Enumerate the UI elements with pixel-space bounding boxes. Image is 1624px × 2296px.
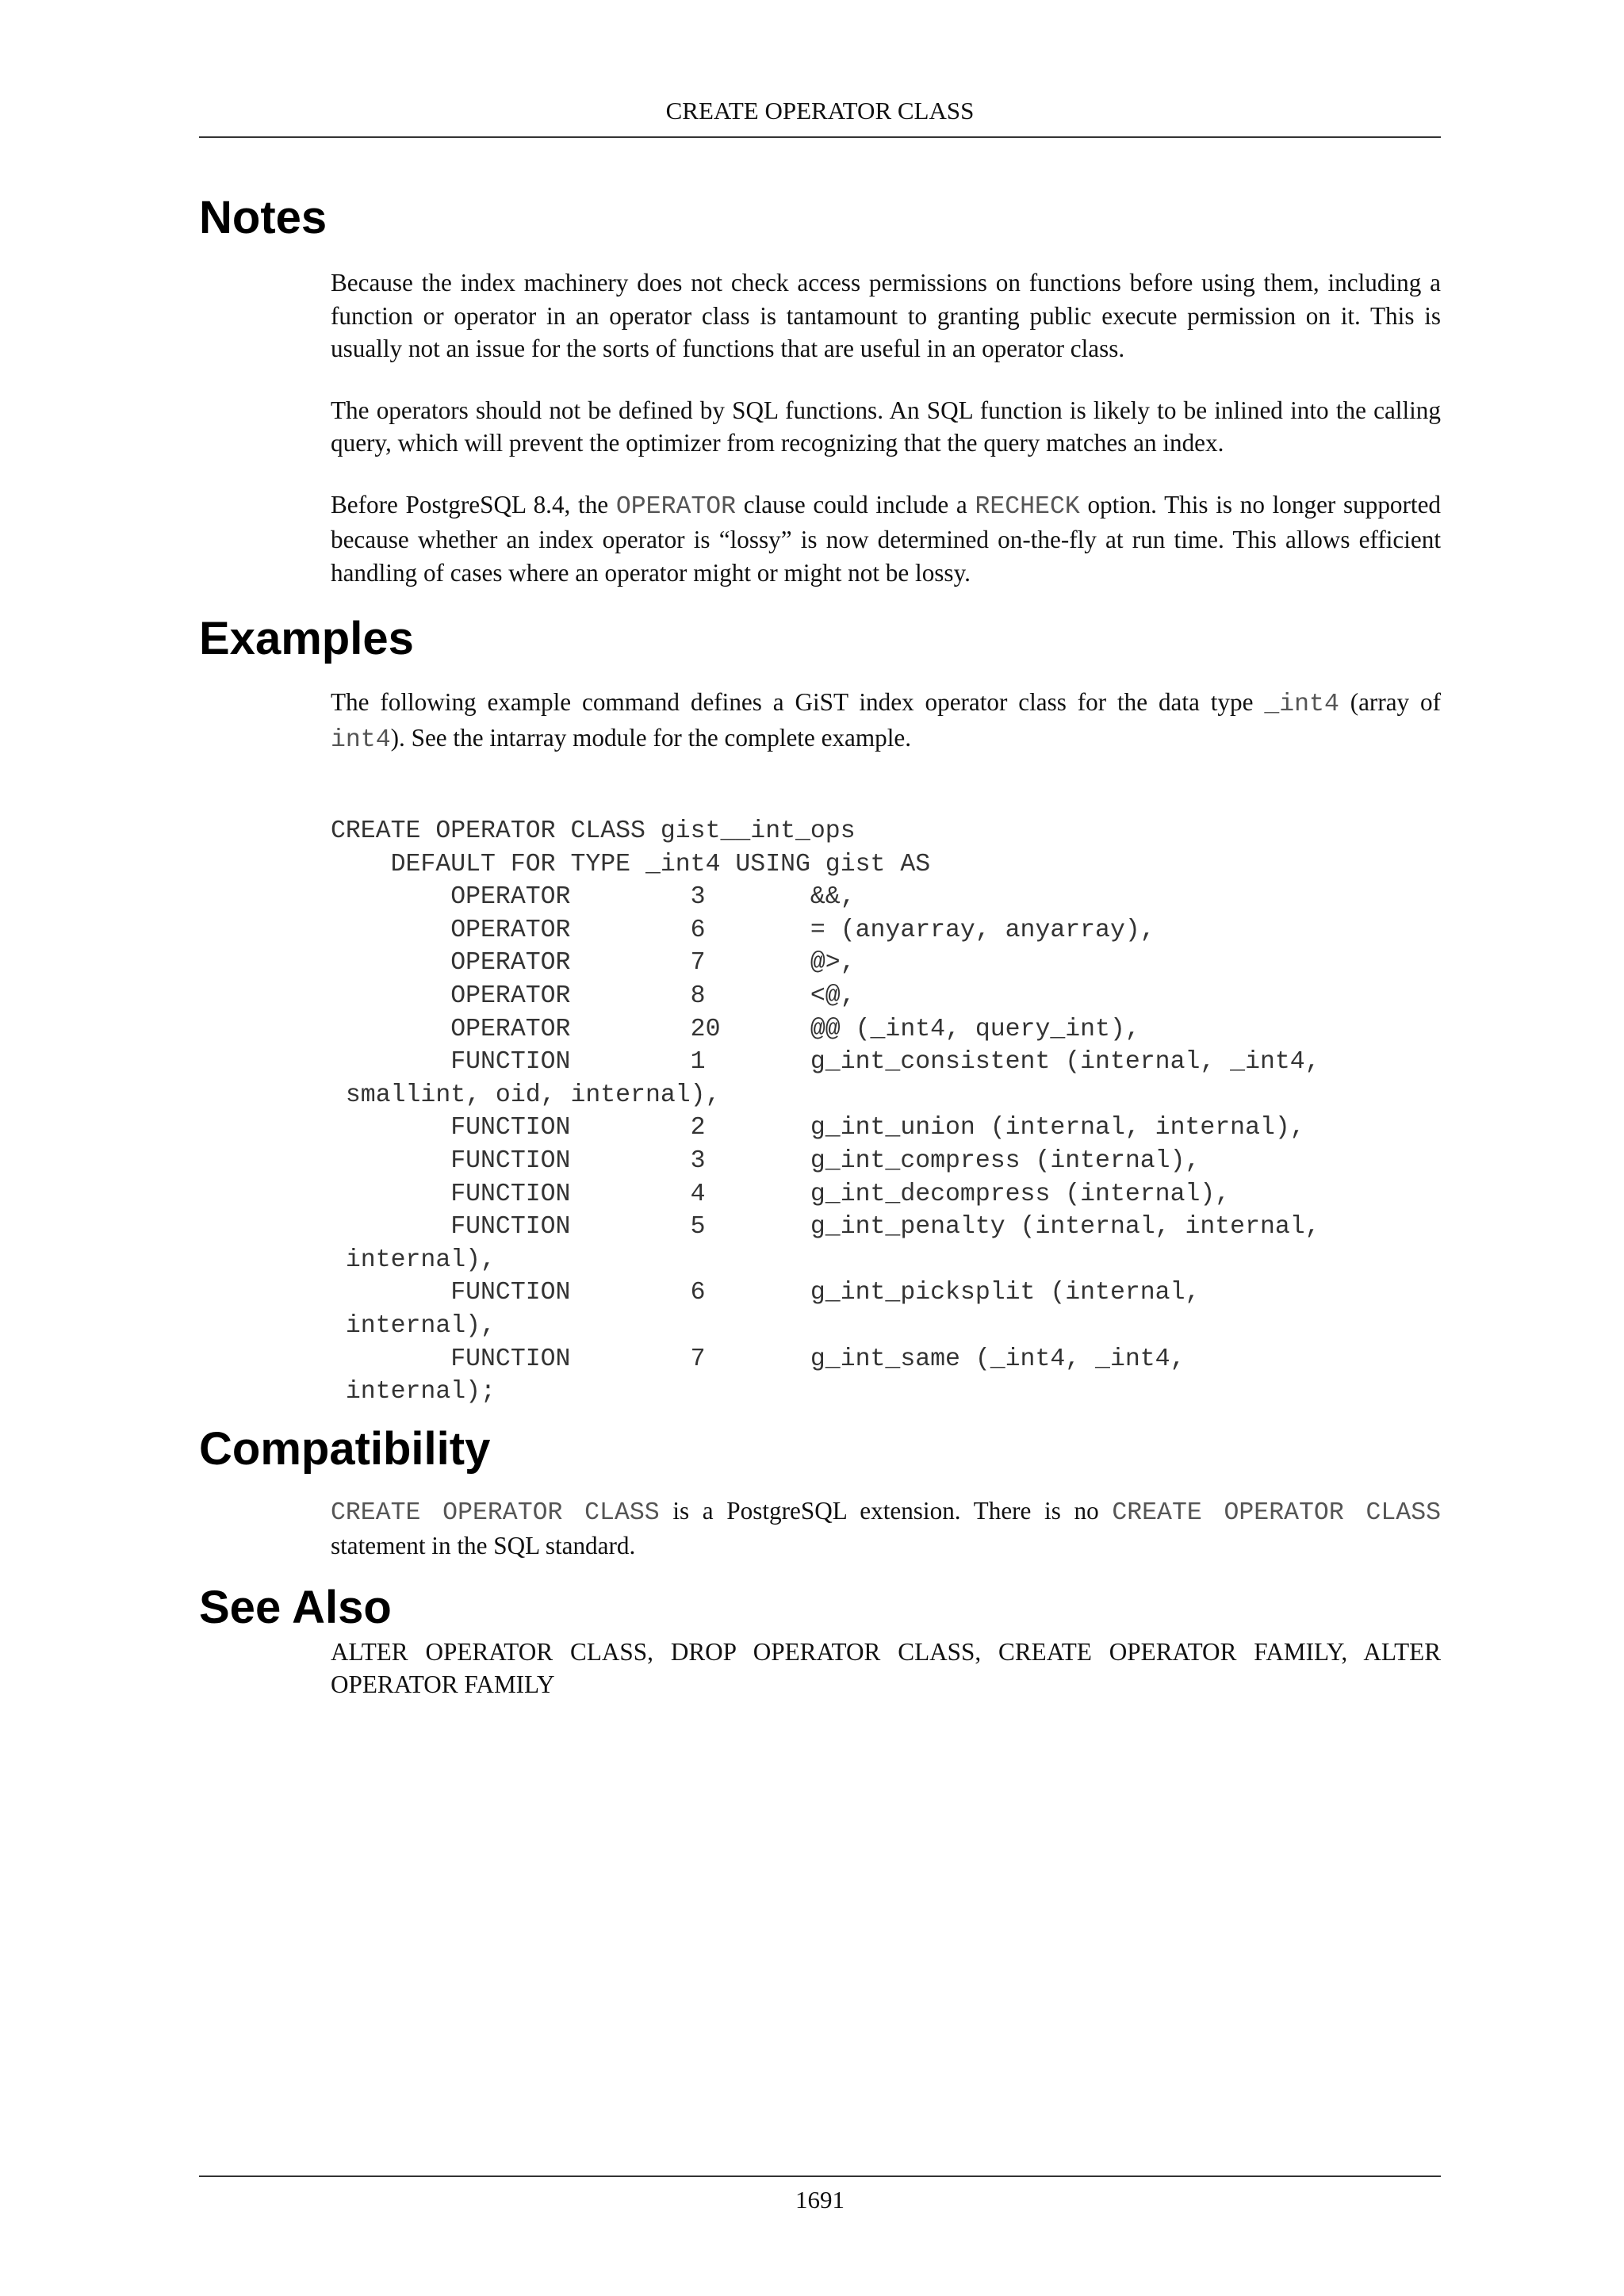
- text-run: ). See the intarray module for the complete example.: [390, 723, 912, 752]
- notes-body: [331, 266, 1441, 589]
- footer-rule: [199, 2175, 1441, 2177]
- header-rule: [199, 136, 1441, 138]
- page-number: 1691: [795, 2186, 845, 2214]
- section-examples: [199, 611, 1441, 1409]
- text-run: (array of: [1339, 688, 1441, 716]
- notes-paragraph-1: Because the index machinery does not check access permissions on functions before using them, including a function or operator in an operator class is tantamount to granting public execute permission on it. This is usually not an issue for the sorts of functions that are useful in an operator class.: [331, 269, 1441, 362]
- code-int4: int4: [331, 725, 391, 754]
- text-run: The following example command defines a GiST index operator class for the data type: [331, 688, 1265, 716]
- code-create-operator-class: CREATE OPERATOR CLASS: [331, 1498, 660, 1527]
- text-run: statement in the SQL standard.: [331, 1532, 636, 1560]
- see-also-heading: See Also: [199, 1581, 392, 1633]
- text-run: is a PostgreSQL extension. There is no: [659, 1496, 1113, 1525]
- text-run: option. This is no longer supported because whether an index operator is “lossy” is now determined on-the-fly at run time. This allows efficient handling of cases where an operator might or might not be lossy.: [331, 490, 1441, 587]
- code-int4-array: _int4: [1264, 691, 1339, 718]
- section-notes: [199, 190, 1441, 589]
- notes-paragraph-2: The operators should not be defined by SQL functions. An SQL function is likely to be inlined into the calling query, which will prevent the optimizer from recognizing that the query matches an index.: [331, 396, 1441, 457]
- examples-paragraph: [331, 686, 1441, 756]
- examples-body: [331, 686, 1441, 1409]
- examples-heading: Examples: [199, 613, 414, 664]
- notes-paragraph-3: [331, 488, 1441, 590]
- code-operator: OPERATOR: [615, 492, 737, 521]
- notes-heading: Notes: [199, 192, 327, 243]
- page-content: [199, 176, 1441, 1701]
- text-run: Before PostgreSQL 8.4, the: [331, 490, 616, 519]
- running-header: CREATE OPERATOR CLASS: [665, 97, 975, 124]
- compatibility-body: [331, 1494, 1441, 1563]
- see-also-links: ALTER OPERATOR CLASS, DROP OPERATOR CLASS, CREATE OPERATOR FAMILY, ALTER OPERATOR FAMILY: [331, 1637, 1441, 1699]
- compatibility-heading: Compatibility: [199, 1422, 491, 1475]
- code-recheck: RECHECK: [975, 492, 1080, 521]
- text-run: clause could include a: [736, 490, 975, 519]
- example-code-listing: CREATE OPERATOR CLASS gist__int_ops DEFAULT FOR TYPE _int4 USING gist AS OPERATOR 3 &&, OPERATOR 6 = (anyarray, anyarray), OPERATOR 7 @>, OPERATOR 8 <@, OPERATOR 20 @@ (_int4, query_int), FUNCTION 1 g_int_consistent (internal, _int4, smallint, oid, internal), FUNCTION 2 g_int_union (internal, internal), FUNCTION 3 g_int_compress (internal), FUNCTION 4 g_int_decompress (internal), FUNCTION 5 g_int_penalty (internal, internal, internal), FUNCTION 6 g_int_picksplit (internal, internal), FUNCTION 7 g_int_same (_int4, _int4, internal);: [331, 817, 1320, 1406]
- code-create-operator-class: CREATE OPERATOR CLASS: [1112, 1498, 1442, 1527]
- compatibility-paragraph: [331, 1494, 1441, 1563]
- see-also-body: [331, 1636, 1441, 1701]
- section-see-also: [199, 1580, 1441, 1701]
- section-compatibility: [199, 1422, 1441, 1563]
